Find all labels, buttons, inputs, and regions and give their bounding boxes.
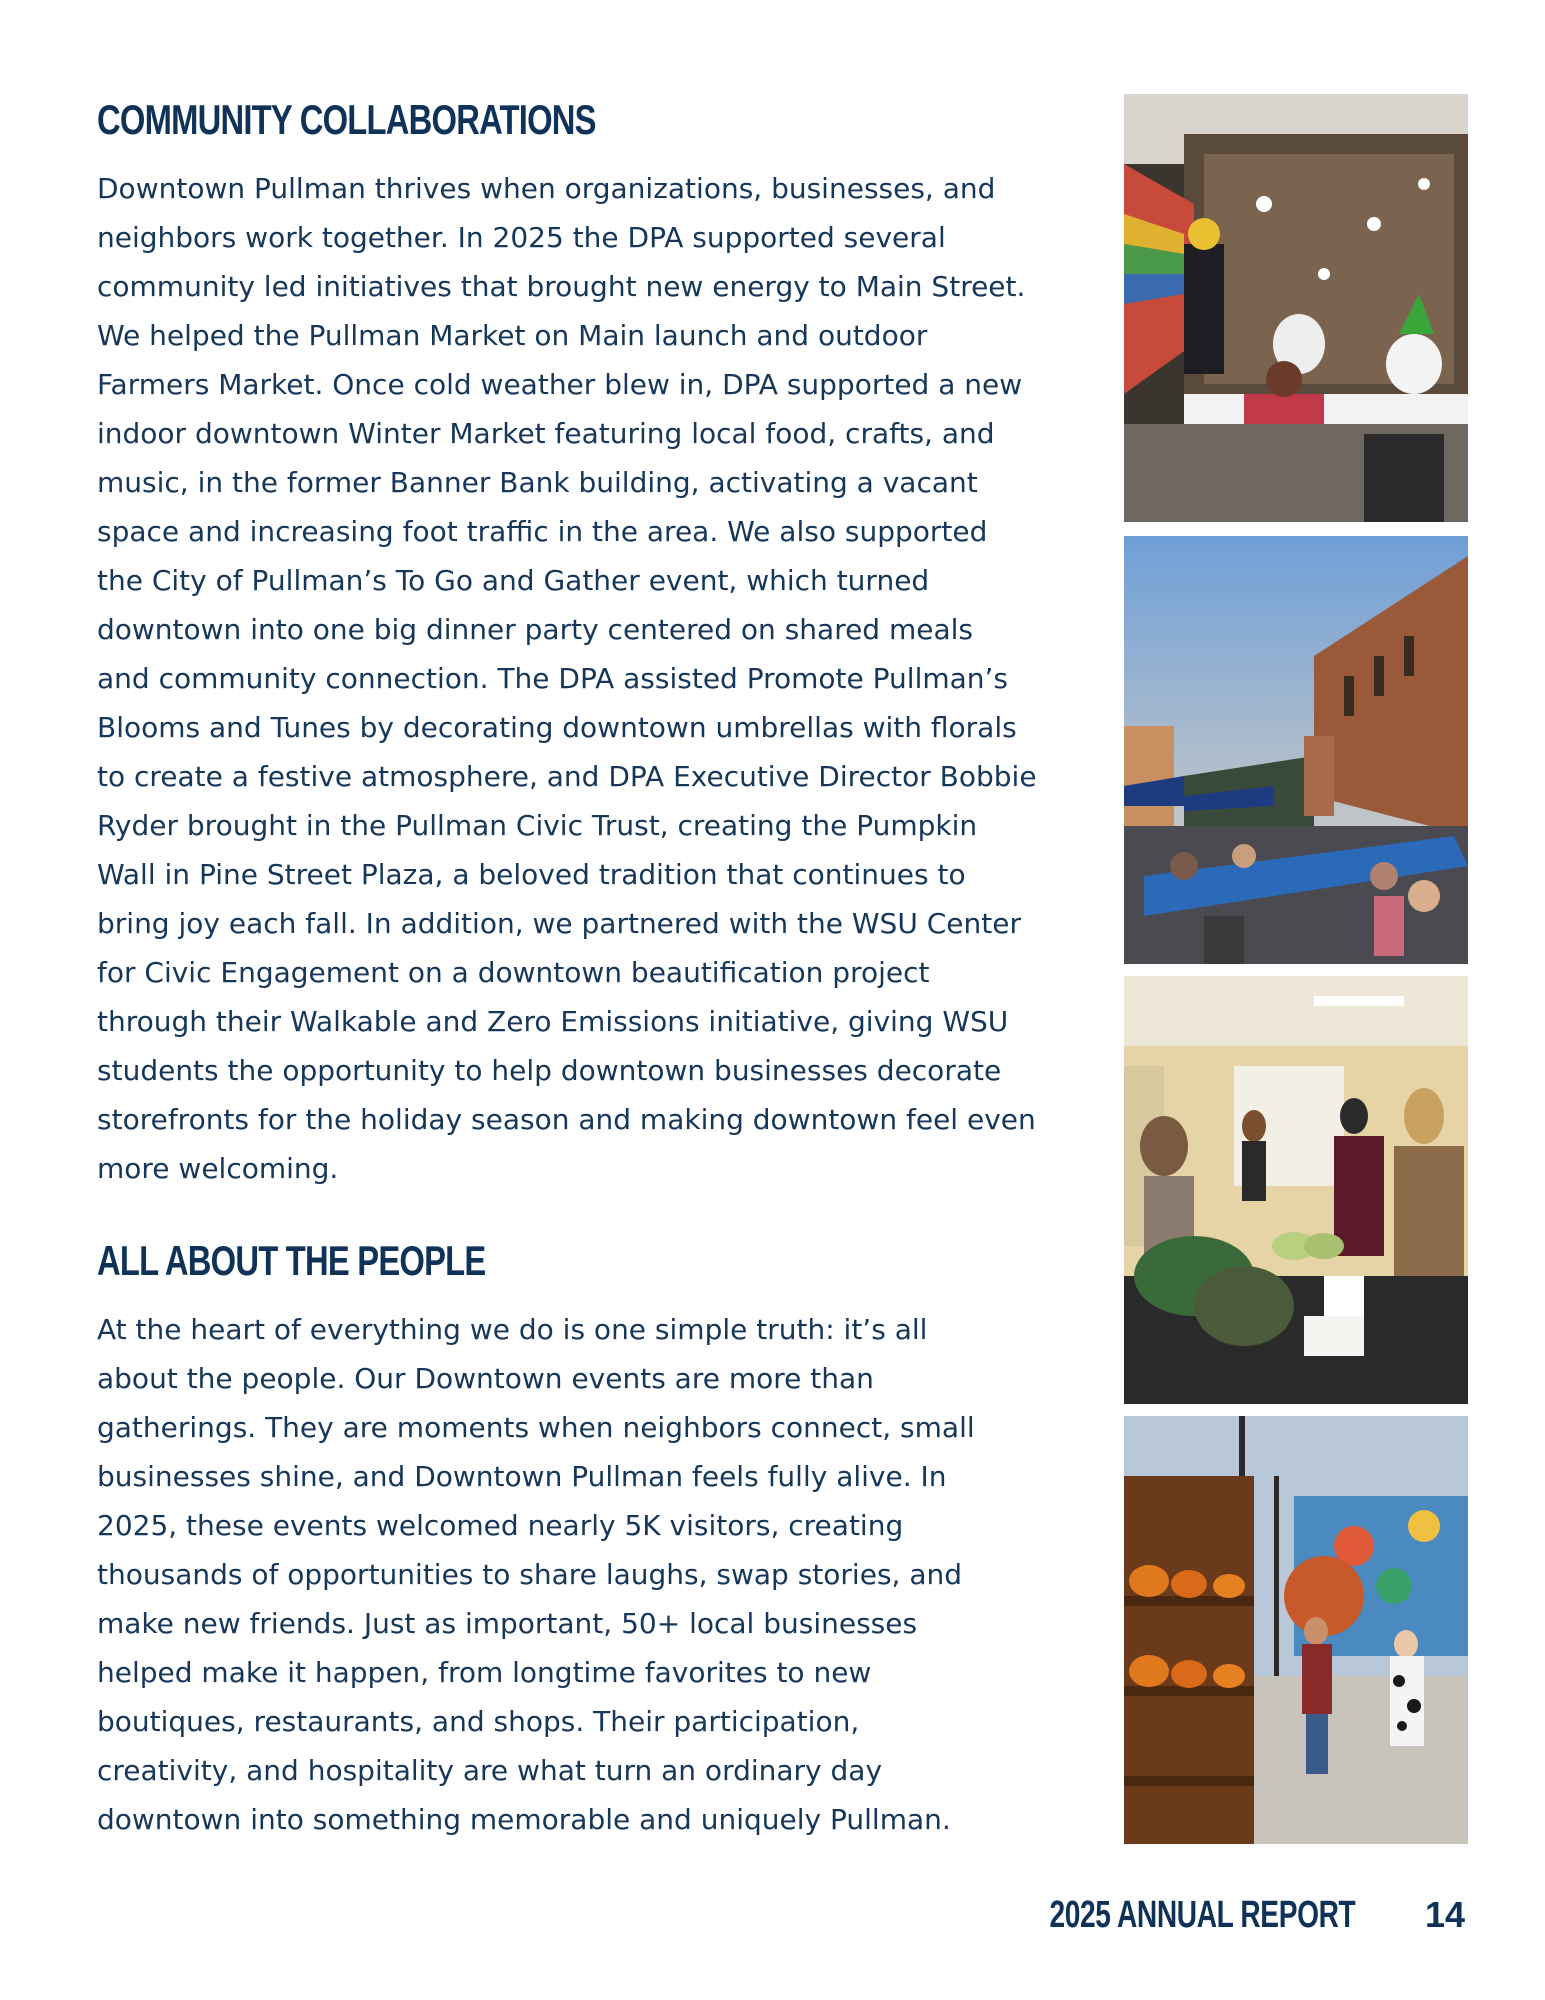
- paragraph-line: students the opportunity to help downtown businesses decorate: [97, 1054, 1002, 1087]
- street-dinner-photo-icon: [1124, 536, 1468, 964]
- paragraph-line: and community connection. The DPA assisted Promote Pullman’s: [97, 662, 1009, 695]
- paragraph-line: Downtown Pullman thrives when organizations, businesses, and: [97, 172, 996, 205]
- paragraph-line: storefronts for the holiday season and making downtown feel even: [97, 1103, 1036, 1136]
- street-dinner-photo: [1124, 536, 1468, 964]
- paragraph-line: creativity, and hospitality are what turn an ordinary day: [97, 1754, 883, 1787]
- paragraph-line: Farmers Market. Once cold weather blew in, DPA supported a new: [97, 368, 1023, 401]
- paragraph-line: businesses shine, and Downtown Pullman feels fully alive. In: [97, 1460, 947, 1493]
- paragraph-line: bring joy each fall. In addition, we partnered with the WSU Center: [97, 907, 1021, 940]
- paragraph-line: thousands of opportunities to share laughs, swap stories, and: [97, 1558, 963, 1591]
- paragraph-line: Wall in Pine Street Plaza, a beloved tradition that continues to: [97, 858, 966, 891]
- pumpkin-wall-photo: [1124, 1416, 1468, 1844]
- page-number: 14: [1424, 1894, 1465, 1935]
- paragraph-line: Ryder brought in the Pullman Civic Trust, creating the Pumpkin: [97, 809, 978, 842]
- paragraph-line: downtown into something memorable and uniquely Pullman.: [97, 1803, 951, 1836]
- paragraph-line: music, in the former Banner Bank building, activating a vacant: [97, 466, 978, 499]
- paragraph-line: make new friends. Just as important, 50+ local businesses: [97, 1607, 918, 1640]
- all-about-the-people-paragraph: [97, 1305, 1047, 1844]
- paragraph-line: neighbors work together. In 2025 the DPA supported several: [97, 221, 946, 254]
- paragraph-line: Blooms and Tunes by decorating downtown umbrellas with florals: [97, 711, 1017, 744]
- paragraph-line: space and increasing foot traffic in the area. We also supported: [97, 515, 988, 548]
- section-heading-all-about-the-people: ALL ABOUT THE PEOPLE: [97, 1237, 486, 1284]
- window-painting-photo-icon: [1124, 94, 1468, 522]
- page-footer: [942, 1890, 1465, 1940]
- paragraph-line: We helped the Pullman Market on Main launch and outdoor: [97, 319, 928, 352]
- paragraph-line: for Civic Engagement on a downtown beautification project: [97, 956, 930, 989]
- paragraph-line: more welcoming.: [97, 1152, 339, 1185]
- paragraph-line: to create a festive atmosphere, and DPA Executive Director Bobbie: [97, 760, 1037, 793]
- paragraph-line: about the people. Our Downtown events are more than: [97, 1362, 874, 1395]
- winter-market-photo: [1124, 976, 1468, 1404]
- paragraph-line: downtown into one big dinner party centered on shared meals: [97, 613, 974, 646]
- paragraph-line: boutiques, restaurants, and shops. Their participation,: [97, 1705, 860, 1738]
- main-text-column: [97, 90, 1047, 1844]
- paragraph-line: through their Walkable and Zero Emissions initiative, giving WSU: [97, 1005, 1009, 1038]
- community-collaborations-paragraph: [97, 164, 1047, 1193]
- paragraph-line: the City of Pullman’s To Go and Gather event, which turned: [97, 564, 930, 597]
- paragraph-line: gatherings. They are moments when neighbors connect, small: [97, 1411, 975, 1444]
- paragraph-line: helped make it happen, from longtime favorites to new: [97, 1656, 872, 1689]
- section-heading-community-collaborations: COMMUNITY COLLABORATIONS: [97, 96, 596, 143]
- storefront-painting-photo: [1124, 94, 1468, 522]
- paragraph-line: At the heart of everything we do is one simple truth: it’s all: [97, 1313, 928, 1346]
- report-title: 2025 ANNUAL REPORT: [1049, 1893, 1355, 1936]
- market-stall-photo-icon: [1124, 976, 1468, 1404]
- pumpkin-wall-photo-icon: [1124, 1416, 1468, 1844]
- paragraph-line: indoor downtown Winter Market featuring local food, crafts, and: [97, 417, 995, 450]
- paragraph-line: community led initiatives that brought new energy to Main Street.: [97, 270, 1026, 303]
- paragraph-line: 2025, these events welcomed nearly 5K visitors, creating: [97, 1509, 904, 1542]
